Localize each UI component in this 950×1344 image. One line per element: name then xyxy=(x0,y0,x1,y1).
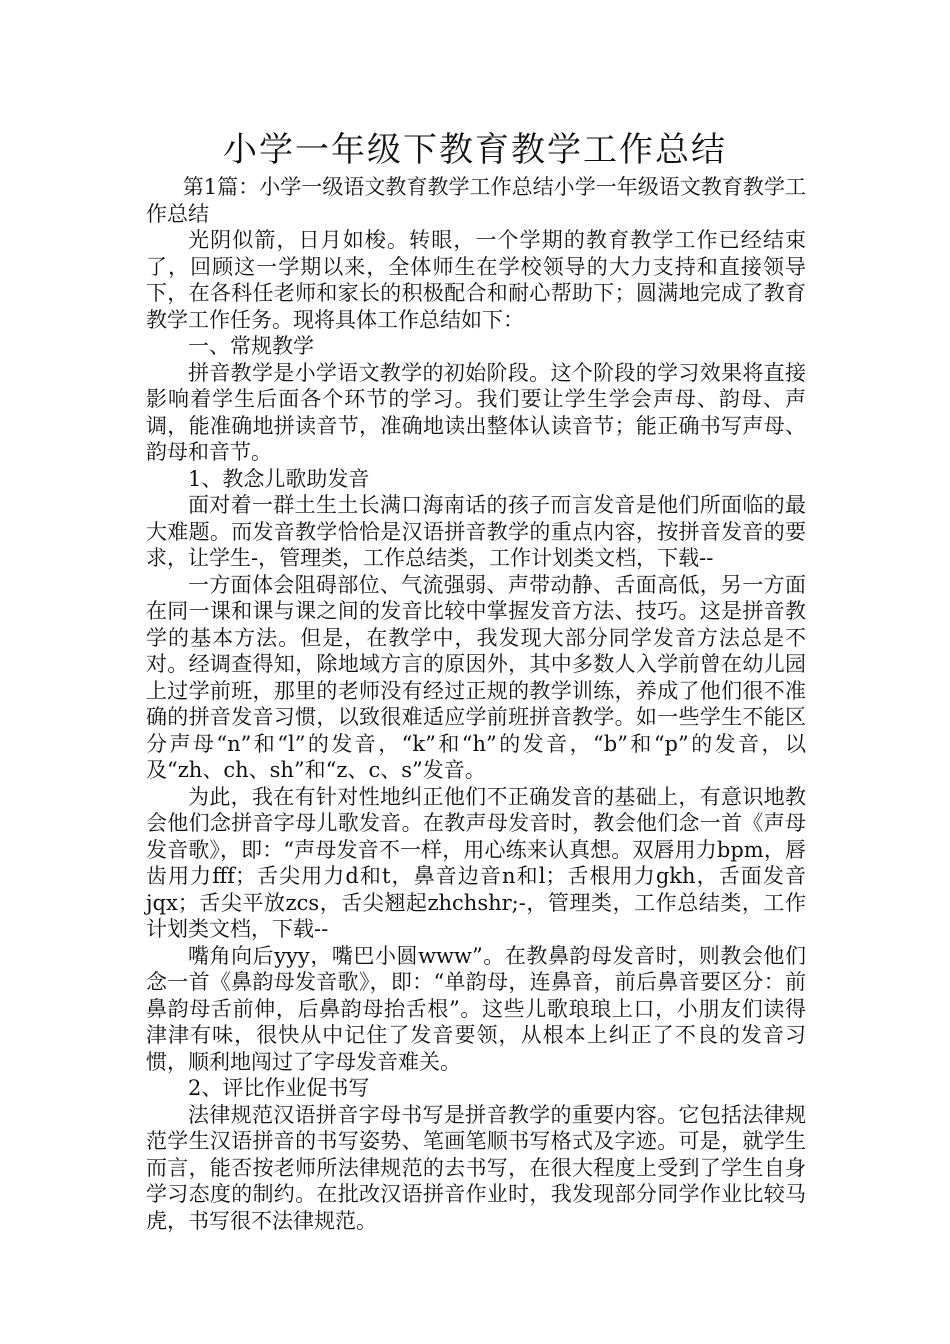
initials-rhyme-paragraph: 为此，我在有针对性地纠正他们不正确发音的基础上，有意识地教会他们念拼音字母儿歌发音。在教声母发音时，教会他们念一首《声母发音歌》，即：“声母发音不一样，用心练来认真想。双唇用力bpm，唇齿用力fff；舌尖用力d和t，鼻音边音n和l；舌根用力gkh，舌面发音jqx；舌尖平放zcs，舌尖翘起zhchshr;-，管理类，工作总结类，工作计划类文档，下载-- xyxy=(146,784,806,941)
nasal-finals-rhyme-paragraph: 嘴角向后yyy，嘴巴小圆www”。在教鼻韵母发音时，则教会他们念一首《鼻韵母发音歌》，即：“单韵母，连鼻音，前后鼻音要区分：前鼻韵母舌前伸，后鼻韵母抬舌根”。这些儿歌琅琅上口，小朋友们读得津津有味，很快从中记住了发音要领，从根本上纠正了不良的发音习惯，顺利地闯过了字母发音难关。 xyxy=(146,943,806,1074)
document-body xyxy=(146,174,806,1234)
subsection-heading-homework-writing: 2、评比作业促书写 xyxy=(188,1076,370,1100)
intro-paragraph: 光阴似箭，日月如梭。转眼，一个学期的教育教学工作已经结束了，回顾这一学期以来，全体师生在学校领导的大力支持和直接领导下，在各科任老师和家长的积极配合和耐心帮助下；圆满地完成了教育教学工作任务。现将具体工作总结如下： xyxy=(146,228,806,332)
document-title: 小学一年级下教育教学工作总结 xyxy=(223,130,727,170)
pinyin-teaching-paragraph: 拼音教学是小学语文教学的初始阶段。这个阶段的学习效果将直接影响着学生后面各个环节的学习。我们要让学生学会声母、韵母、声调，能准确地拼读音节，准确地读出整体认读音节；能正确书写声母、韵母和音节。 xyxy=(146,360,806,464)
writing-standards-paragraph: 法律规范汉语拼音字母书写是拼音教学的重要内容。它包括法律规范学生汉语拼音的书写姿势、笔画笔顺书写格式及字迹。可是，就学生而言，能否按老师所法律规范的去书写，在很大程度上受到了学生自身学习态度的制约。在批改汉语拼音作业时，我发现部分同学作业比较马虎，书写很不法律规范。 xyxy=(146,1102,806,1233)
section-heading-routine-teaching: 一、常规教学 xyxy=(188,334,314,358)
subsection-heading-nursery-rhymes: 1、教念儿歌助发音 xyxy=(188,466,370,491)
chapter-heading: 第1篇：小学一级语文教育教学工作总结小学一年级语文教育教学工作总结 xyxy=(146,175,806,226)
pronunciation-method-paragraph: 一方面体会阻碍部位、气流强弱、声带动静、舌面高低，另一方面在同一课和课与课之间的发音比较中掌握发音方法、技巧。这是拼音教学的基本方法。但是，在教学中，我发现大部分同学发音方法总是不对。经调查得知，除地域方言的原因外，其中多数人入学前曾在幼儿园上过学前班，那里的老师没有经过正规的教学训练，养成了他们很不准确的拼音发音习惯，以致很难适应学前班拼音教学。如一些学生不能区分声母“n”和“l”的发音，“k”和“h”的发音，“b”和“p”的发音，以及“zh、ch、sh”和“z、c、s”发音。 xyxy=(146,572,806,782)
pronunciation-challenge-paragraph: 面对着一群土生土长满口海南话的孩子而言发音是他们所面临的最大难题。而发音教学恰恰是汉语拼音教学的重点内容，按拼音发音的要求，让学生-，管理类，工作总结类，工作计划类文档，下载-- xyxy=(146,493,806,570)
